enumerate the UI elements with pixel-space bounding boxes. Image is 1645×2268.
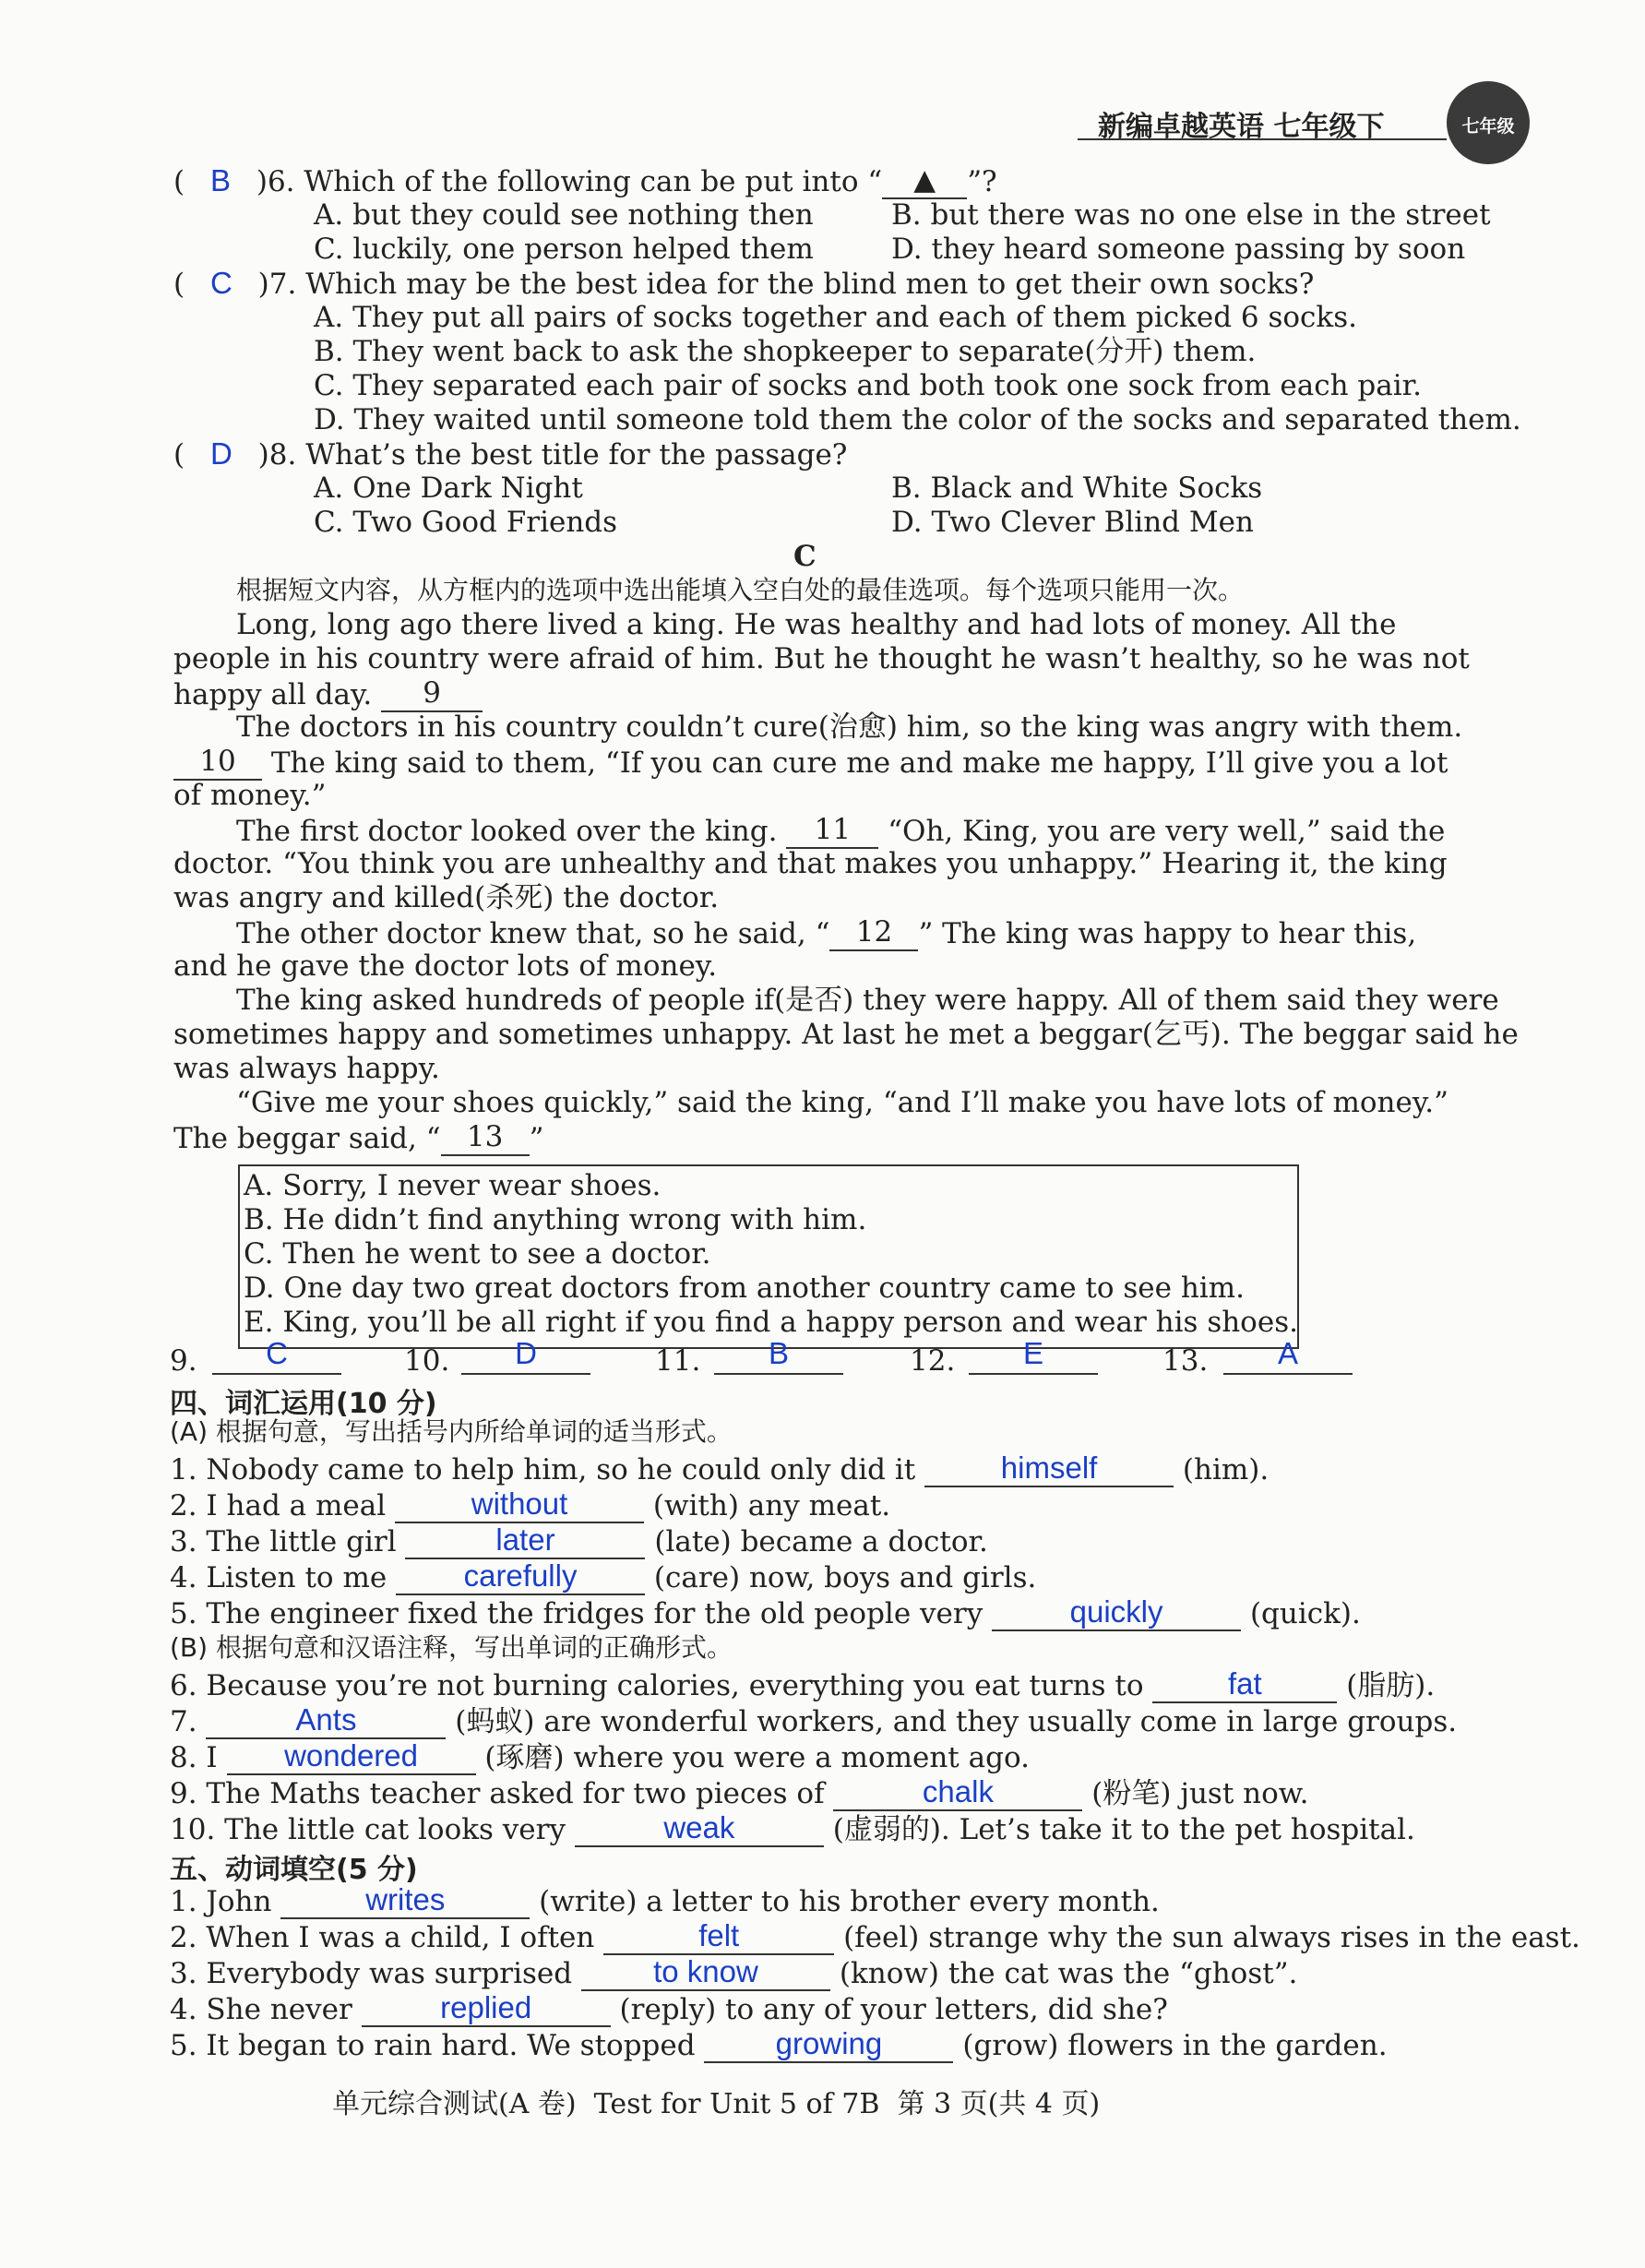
blank-10: 10	[173, 744, 262, 781]
box-option: C. Then he went to see a doctor.	[244, 1237, 711, 1271]
passage-text: The first doctor looked over the king.	[236, 815, 778, 848]
blank-11: 11	[786, 812, 878, 849]
grade-badge	[1447, 81, 1530, 164]
verb-item-2	[170, 1918, 1580, 1955]
page-footer: 单元综合测试(A 卷) Test for Unit 5 of 7B 第 3 页(共 4 页)	[332, 2088, 1101, 2120]
item-text: 7.	[170, 1705, 197, 1738]
item-text: 1. Nobody came to help him, so he could only did it	[170, 1453, 916, 1486]
part-c-heading: C	[793, 540, 817, 573]
item-text: 1. John	[170, 1885, 272, 1918]
passage-text: ”	[529, 1122, 544, 1155]
passage-text: The other doctor knew that, so he said, “	[236, 917, 830, 950]
passage-text: ” The king was happy to hear this,	[918, 917, 1417, 950]
q6-option-c: C. luckily, one person helped them	[314, 233, 814, 266]
vocab-answer-9: chalk	[833, 1774, 1082, 1811]
vocab-answer-5: quickly	[992, 1594, 1241, 1631]
item-text: 9. The Maths teacher asked for two pieces of	[170, 1777, 825, 1810]
verb-item-3	[170, 1954, 1297, 1991]
answer-label-13: 13.	[1162, 1344, 1209, 1378]
vocab-item-4	[170, 1558, 1036, 1595]
q7-question	[173, 266, 1314, 302]
item-hint: (care) now, boys and girls.	[653, 1561, 1037, 1594]
passage-text: happy all day.	[173, 678, 373, 711]
item-hint: (feel) strange why the sun always rises in the east.	[843, 1921, 1580, 1954]
passage-line: was angry and killed(杀死) the doctor.	[173, 881, 720, 914]
answer-label-11: 11.	[655, 1344, 701, 1378]
q7-option-b: B. They went back to ask the shopkeeper to separate(分开) them.	[314, 335, 1257, 368]
passage-line: and he gave the doctor lots of money.	[173, 949, 718, 983]
passage-line: sometimes happy and sometimes unhappy. At last he met a beggar(乞丐). The beggar said he	[173, 1018, 1519, 1051]
vocab-answer-4: carefully	[396, 1558, 645, 1595]
item-hint: (蚂蚁) are wonderful workers, and they usually come in large groups.	[455, 1705, 1458, 1738]
section-5-title: 五、动词填空(5 分)	[170, 1854, 418, 1886]
vocab-item-5	[170, 1594, 1361, 1631]
item-hint: (reply) to any of your letters, did she?	[619, 1993, 1168, 2026]
verb-item-1	[170, 1882, 1160, 1919]
item-text: 2. I had a meal	[170, 1489, 387, 1522]
passage-line: “Give me your shoes quickly,” said the king, “and I’ll make you have lots of money.”	[236, 1086, 1448, 1119]
item-hint: (粉笔) just now.	[1091, 1777, 1309, 1810]
answer-label-12: 12.	[910, 1344, 956, 1378]
item-text: 5. The engineer fixed the fridges for the old people very	[170, 1597, 983, 1630]
passage-line	[236, 812, 1445, 849]
passage-line: of money.”	[173, 779, 327, 812]
item-hint: (quick).	[1249, 1597, 1361, 1630]
verb-answer-3: to know	[581, 1954, 830, 1991]
verb-answer-2: felt	[603, 1918, 834, 1955]
passage-text: The beggar said, “	[173, 1122, 441, 1155]
passage-text: “Oh, King, you are very well,” said the	[888, 815, 1446, 848]
answer-label-9: 9.	[170, 1344, 197, 1378]
vocab-item-1	[170, 1450, 1269, 1487]
vocab-item-6	[170, 1666, 1435, 1703]
vocab-answer-1: himself	[924, 1450, 1174, 1487]
q7-option-d: D. They waited until someone told them the color of the socks and separated them.	[314, 403, 1521, 436]
item-text: 3. The little girl	[170, 1525, 397, 1558]
passage-line	[173, 675, 483, 712]
q6-answer: B	[209, 163, 231, 197]
box-option: E. King, you’ll be all right if you find a happy person and wear his shoes.	[244, 1306, 1298, 1339]
q8-question	[173, 436, 847, 472]
q8-stem: )8. What’s the best title for the passage?	[257, 438, 848, 472]
vocab-item-10	[170, 1810, 1415, 1847]
item-hint: (write) a letter to his brother every month.	[539, 1885, 1160, 1918]
passage-line	[236, 914, 1416, 951]
q6-paren: (	[173, 165, 185, 198]
q8-option-c: C. Two Good Friends	[314, 506, 618, 539]
q7-option-a: A. They put all pairs of socks together and each of them picked 6 socks.	[314, 301, 1357, 334]
vocab-item-9	[170, 1774, 1308, 1811]
section-4a-instruction: (A) 根据句意，写出括号内所给单词的适当形式。	[170, 1416, 733, 1447]
q8-answer: D	[209, 436, 232, 471]
item-text: 2. When I was a child, I often	[170, 1921, 595, 1954]
vocab-answer-8: wondered	[227, 1738, 476, 1775]
answer-11: B	[714, 1336, 843, 1375]
verb-item-4	[170, 1990, 1168, 2027]
q7-answer: C	[209, 266, 232, 300]
item-hint: (grow) flowers in the garden.	[962, 2029, 1388, 2062]
header-title: 新编卓越英语 七年级下	[1098, 111, 1385, 143]
passage-line: The king asked hundreds of people if(是否) they were happy. All of them said they were	[236, 984, 1499, 1017]
q7-stem: )7. Which may be the best idea for the blind men to get their own socks?	[257, 268, 1315, 301]
answer-label-10: 10.	[404, 1344, 450, 1378]
q8-option-b: B. Black and White Socks	[891, 472, 1263, 505]
q6-option-a: A. but they could see nothing then	[314, 198, 814, 232]
passage-line: The doctors in his country couldn’t cure(治愈) him, so the king was angry with them.	[236, 710, 1463, 744]
box-option: D. One day two great doctors from another country came to see him.	[244, 1271, 1245, 1305]
item-hint: (with) any meat.	[652, 1489, 891, 1522]
item-text: 6. Because you’re not burning calories, everything you eat turns to	[170, 1669, 1144, 1702]
q7-option-c: C. They separated each pair of socks and both took one sock from each pair.	[314, 369, 1422, 402]
blank-13: 13	[441, 1119, 530, 1156]
triangle-icon: ▲	[913, 163, 936, 197]
item-hint: (虚弱的). Let’s take it to the pet hospital.	[832, 1813, 1415, 1846]
section-4-title: 四、词汇运用(10 分)	[170, 1388, 437, 1420]
box-option: A. Sorry, I never wear shoes.	[244, 1169, 662, 1202]
passage-text: The king said to them, “If you can cure me and make me happy, I’ll give you a lot	[270, 746, 1448, 780]
vocab-answer-10: weak	[575, 1810, 824, 1847]
blank-9: 9	[381, 675, 483, 712]
answer-13: A	[1223, 1336, 1353, 1375]
passage-line	[173, 1119, 543, 1156]
passage-line: was always happy.	[173, 1052, 440, 1085]
item-text: 3. Everybody was surprised	[170, 1957, 573, 1990]
answer-9: C	[212, 1336, 341, 1375]
item-hint: (脂肪).	[1346, 1669, 1436, 1702]
q6-question	[173, 162, 997, 199]
verb-item-5	[170, 2026, 1388, 2063]
vocab-item-8	[170, 1738, 1030, 1775]
vocab-item-7	[170, 1702, 1457, 1739]
q6-stem: )6. Which of the following can be put into “	[256, 165, 883, 198]
section-4b-instruction: (B) 根据句意和汉语注释，写出单词的正确形式。	[170, 1632, 733, 1663]
passage-line: doctor. “You think you are unhealthy and that makes you unhappy.” Hearing it, the king	[173, 847, 1448, 880]
vocab-answer-2: without	[395, 1486, 644, 1523]
verb-answer-5: growing	[704, 2026, 953, 2063]
blank-12: 12	[829, 914, 918, 951]
q8-option-d: D. Two Clever Blind Men	[891, 506, 1254, 539]
vocab-answer-3: later	[405, 1522, 645, 1559]
item-text: 8. I	[170, 1741, 218, 1774]
item-hint: (late) became a doctor.	[654, 1525, 988, 1558]
item-text: 4. She never	[170, 1993, 352, 2026]
q6-stem-end: ”?	[967, 165, 997, 198]
answer-10: D	[461, 1336, 590, 1375]
header-rule	[1078, 138, 1447, 140]
item-text: 5. It began to rain hard. We stopped	[170, 2029, 696, 2062]
q8-paren: (	[173, 438, 185, 472]
passage-line: Long, long ago there lived a king. He was healthy and had lots of money. All the	[236, 608, 1397, 641]
verb-answer-1: writes	[280, 1882, 530, 1919]
item-hint: (琢磨) where you were a moment ago.	[484, 1741, 1030, 1774]
vocab-item-2	[170, 1486, 890, 1523]
item-text: 4. Listen to me	[170, 1561, 387, 1594]
vocab-answer-6: fat	[1152, 1666, 1337, 1703]
q6-option-d: D. they heard someone passing by soon	[891, 233, 1466, 266]
passage-line: people in his country were afraid of him. But he thought he wasn’t healthy, so he was not	[173, 642, 1470, 675]
q8-option-a: A. One Dark Night	[314, 472, 583, 505]
verb-answer-4: replied	[362, 1990, 611, 2027]
q6-option-b: B. but there was no one else in the street	[891, 198, 1491, 232]
vocab-answer-7: Ants	[206, 1702, 446, 1739]
grade-badge-text: 七年级	[1461, 116, 1515, 137]
q7-paren: (	[173, 268, 185, 301]
box-option: B. He didn’t find anything wrong with him.	[244, 1203, 867, 1236]
item-text: 10. The little cat looks very	[170, 1813, 566, 1846]
vocab-item-3	[170, 1522, 988, 1559]
q6-triangle-blank	[882, 162, 967, 199]
answer-12: E	[969, 1336, 1098, 1375]
part-c-instruction: 根据短文内容，从方框内的选项中选出能填入空白处的最佳选项。每个选项只能用一次。	[236, 575, 1245, 605]
item-hint: (know) the cat was the “ghost”.	[839, 1957, 1298, 1990]
passage-line	[173, 744, 1448, 781]
item-hint: (him).	[1182, 1453, 1270, 1486]
